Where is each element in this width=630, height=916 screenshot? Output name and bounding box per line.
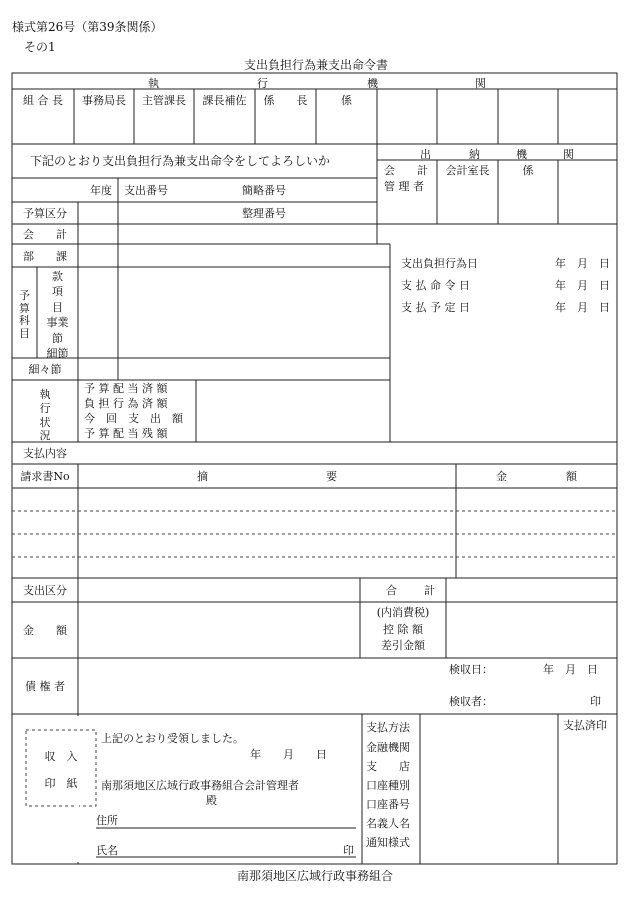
- pay-method-4: 口座種別: [366, 779, 410, 792]
- budget-haito-zumi: 予 算 配 当 済 額: [84, 382, 168, 395]
- shikko-header-4: 関: [475, 77, 486, 90]
- yotei-date-label: 支 払 予 定 日: [401, 301, 470, 314]
- kojo-gaku-label: 控 除 額: [383, 623, 423, 636]
- kenshu-bi-label: 検収日：: [449, 663, 493, 676]
- kingaku-header-2: 額: [566, 470, 577, 483]
- suitou-shitsucho: 会計室長: [445, 164, 490, 177]
- request-text: 下記のとおり支出負担行為兼支出命令をしてよろしいか: [30, 154, 331, 168]
- pay-method-3: 支 店: [366, 760, 410, 773]
- suitou-header-4: 関: [563, 148, 574, 161]
- suitou-header-3: 機: [516, 148, 527, 161]
- budget-haito-zan: 予 算 配 当 残 額: [84, 427, 168, 440]
- goukei-label-2: 計: [424, 584, 435, 597]
- shikko-header-2: 行: [257, 77, 268, 90]
- budget-futan-zumi: 負 担 行 為 済 額: [84, 397, 168, 410]
- tekiyo-label-1: 摘: [197, 470, 208, 483]
- nendo-label: 年度: [90, 184, 112, 197]
- suitou-kakari: 係: [522, 164, 534, 177]
- budget-konkai: 今 回 支 出 額: [84, 412, 183, 425]
- shikko-header-1: 執: [148, 77, 159, 90]
- role-kakari: 係: [341, 94, 352, 107]
- stamp-line-1: 収 入: [44, 750, 78, 763]
- role-kakaricho: 係 長: [263, 94, 308, 107]
- receipt-addressee: 南那須地区広域行政事務組合会計管理者: [101, 779, 299, 792]
- goukei-label-1: 合: [386, 584, 397, 597]
- pay-method-2: 金融機関: [366, 741, 410, 754]
- suitou-kaikei: 会 計: [384, 164, 428, 177]
- receipt-address-label: 住所: [96, 814, 118, 827]
- page-title: 支出負担行為兼支出命令書: [244, 58, 389, 72]
- yosan-kamoku-label: 予 算 科 目: [19, 289, 30, 340]
- kenshu-bi-ymd: 年 月 日: [543, 663, 598, 676]
- yosan-kubun-label: 予算区分: [23, 207, 67, 220]
- uchi-shohizei-label: (内消費税): [376, 606, 430, 619]
- shishutsu-kubun-label: 支出区分: [23, 584, 67, 597]
- meirei-date-label: 支 払 命 令 日: [401, 279, 470, 292]
- futan-date-label: 支出負担行為日: [401, 257, 478, 270]
- saikensha-label: 債 権 者: [25, 680, 65, 693]
- kingaku-header-1: 金: [496, 470, 507, 483]
- shikko-header-3: 機: [367, 77, 378, 90]
- role-kacho-hosa: 課長補佐: [202, 94, 247, 107]
- kamoku-items: 款 項 目 事業 節 細節: [46, 270, 69, 360]
- role-shukan-kacho: 主管課長: [142, 94, 186, 107]
- shiharai-naiyo-label: 支払内容: [23, 447, 67, 460]
- receipt-dono: 殿: [206, 794, 217, 807]
- receipt-name-label: 氏名: [96, 844, 118, 857]
- role-jimukyokucho: 事務局長: [82, 94, 126, 107]
- buka-label: 部 課: [23, 250, 67, 263]
- ryaku-bango-label: 簡略番号: [242, 184, 286, 197]
- seikyusho-no-label: 請求書No: [20, 470, 70, 483]
- form-sub-number: その1: [24, 40, 56, 54]
- kingaku-label: 金 額: [23, 624, 67, 637]
- suitou-kanrisha: 管 理 者: [384, 180, 424, 193]
- pay-method-6: 名義人名: [366, 817, 410, 830]
- kaikei-label: 会 計: [23, 228, 67, 241]
- form-number: 様式第26号（第39条関係）: [12, 20, 163, 34]
- receipt-in-mark: 印: [343, 844, 354, 857]
- meirei-date-ymd: 年 月 日: [555, 279, 610, 292]
- receipt-date: 年 月 日: [250, 748, 327, 761]
- futan-date-ymd: 年 月 日: [555, 257, 610, 270]
- suitou-header-1: 出: [420, 148, 431, 161]
- footer-organization: 南那須地区広域行政事務組合: [237, 869, 394, 883]
- sashihiki-label: 差引金額: [381, 639, 425, 652]
- pay-method-5: 口座番号: [366, 798, 410, 811]
- shishutsu-bango-label: 支出番号: [124, 184, 168, 197]
- receipt-text: 上記のとおり受領しました。: [101, 732, 244, 745]
- yotei-date-ymd: 年 月 日: [555, 301, 610, 314]
- tekiyo-label-2: 要: [326, 470, 337, 483]
- saisaisetsu-label: 細々節: [28, 363, 62, 376]
- role-kumiaicho: 組 合 長: [23, 94, 63, 107]
- paid-stamp-label: 支払済印: [563, 719, 607, 732]
- stamp-line-2: 印 紙: [44, 777, 78, 790]
- shikko-jokyo-label: 執 行 状 況: [39, 388, 51, 443]
- seiri-bango-label: 整理番号: [242, 207, 286, 220]
- kenshu-in-mark: 印: [590, 695, 601, 708]
- pay-method-1: 支払方法: [366, 721, 410, 734]
- suitou-header-2: 納: [469, 148, 480, 161]
- pay-method-7: 通知様式: [366, 836, 410, 849]
- kenshu-sha-label: 検収者：: [449, 695, 493, 708]
